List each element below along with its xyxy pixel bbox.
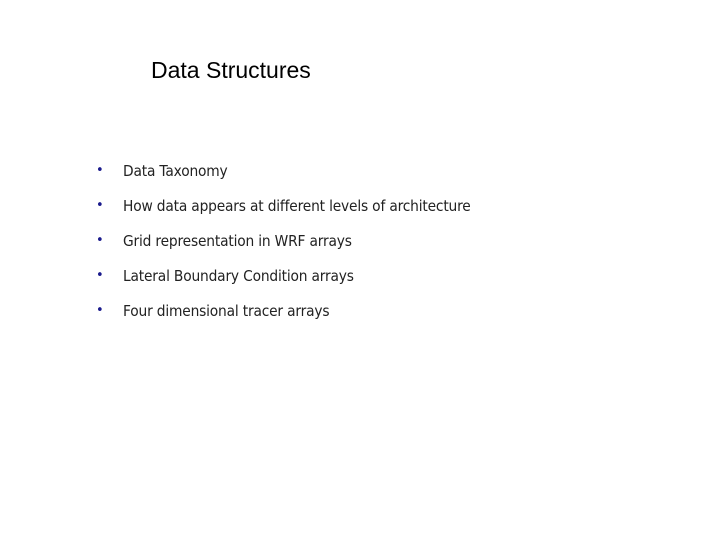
bullet-item — [96, 293, 501, 328]
bullet-text: Data Taxonomy — [123, 161, 228, 180]
bullet-icon: • — [96, 267, 104, 283]
bullet-list — [96, 153, 501, 328]
bullet-item — [96, 188, 501, 223]
bullet-item — [96, 223, 501, 258]
bullet-item — [96, 258, 501, 293]
bullet-icon: • — [96, 302, 104, 318]
bullet-text: Grid representation in WRF arrays — [123, 231, 352, 250]
slide-title: Data Structures — [151, 57, 311, 83]
bullet-item — [96, 153, 501, 188]
bullet-text: Four dimensional tracer arrays — [123, 301, 330, 320]
bullet-icon: • — [96, 232, 104, 248]
bullet-text: Lateral Boundary Condition arrays — [123, 266, 354, 285]
bullet-icon: • — [96, 197, 104, 213]
bullet-icon: • — [96, 162, 104, 178]
bullet-text: How data appears at different levels of architecture — [123, 196, 471, 215]
